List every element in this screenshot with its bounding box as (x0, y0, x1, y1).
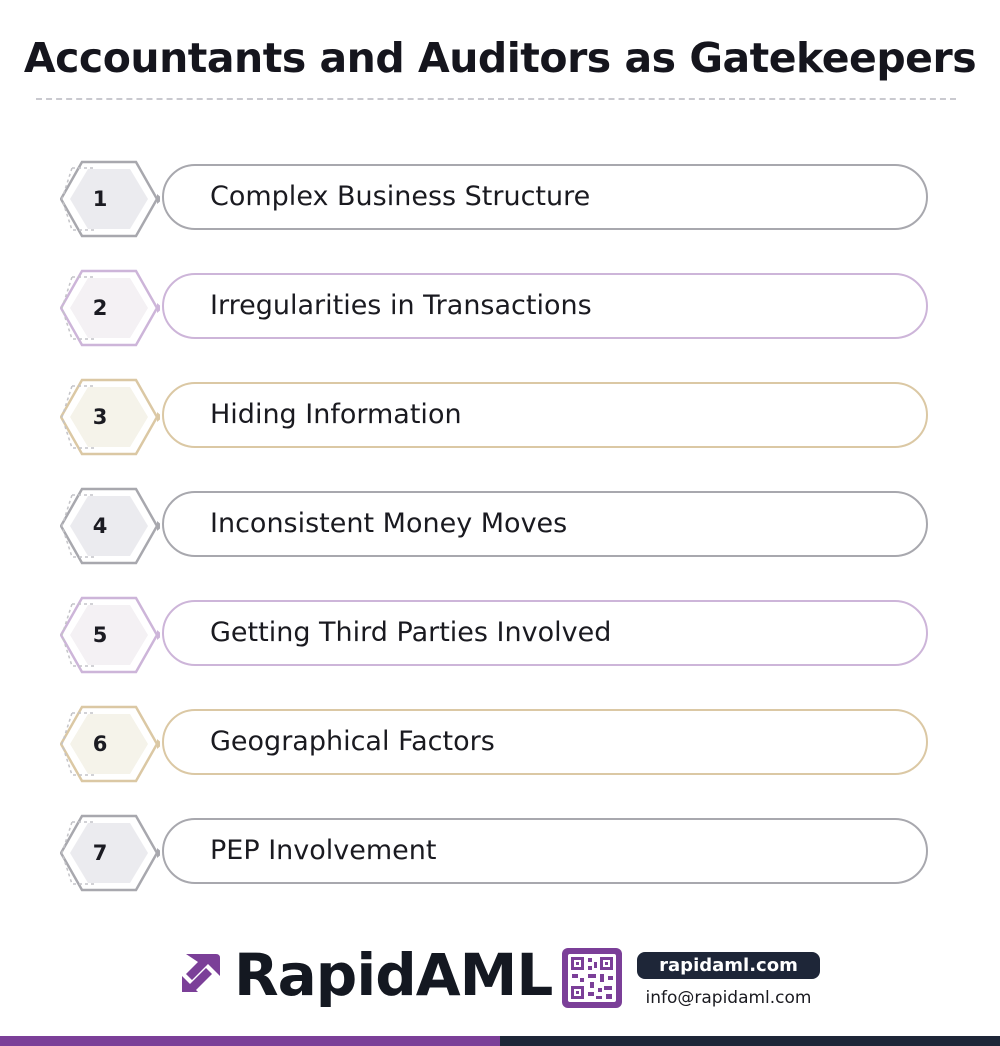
item-number: 2 (92, 296, 108, 320)
brand-name: RapidAML (234, 941, 553, 1009)
item-label: Getting Third Parties Involved (210, 617, 612, 648)
item-label: Inconsistent Money Moves (210, 508, 568, 539)
item-label: Geographical Factors (210, 726, 495, 757)
item-number: 1 (92, 187, 108, 211)
list-item (0, 818, 1000, 888)
item-number: 5 (92, 623, 108, 647)
item-pill (162, 600, 928, 666)
list-item (0, 382, 1000, 452)
qr-code-icon (562, 948, 622, 1008)
bottom-bar-purple (0, 1036, 500, 1046)
item-pill (162, 818, 928, 884)
contact-email[interactable]: info@rapidaml.com (645, 988, 812, 1008)
title-divider (36, 98, 956, 100)
list-item (0, 600, 1000, 670)
list-item (0, 273, 1000, 343)
item-label: Complex Business Structure (210, 181, 591, 212)
item-number: 7 (92, 841, 108, 865)
item-number: 6 (92, 732, 108, 756)
item-label: PEP Involvement (210, 835, 437, 866)
list-item (0, 709, 1000, 779)
footer (0, 941, 1000, 1018)
item-pill (162, 273, 928, 339)
page-title: Accountants and Auditors as Gatekeepers (23, 34, 977, 82)
item-pill (162, 491, 928, 557)
item-pill (162, 709, 928, 775)
item-pill (162, 382, 928, 448)
bottom-bar-navy (500, 1036, 1000, 1046)
item-number: 3 (92, 405, 108, 429)
item-label: Hiding Information (210, 399, 462, 430)
item-number: 4 (92, 514, 108, 538)
list-item (0, 491, 1000, 561)
list-item (0, 164, 1000, 234)
item-pill (162, 164, 928, 230)
item-label: Irregularities in Transactions (210, 290, 592, 321)
rapidaml-arrow-icon (178, 950, 224, 996)
website-badge[interactable]: rapidaml.com (637, 952, 820, 979)
